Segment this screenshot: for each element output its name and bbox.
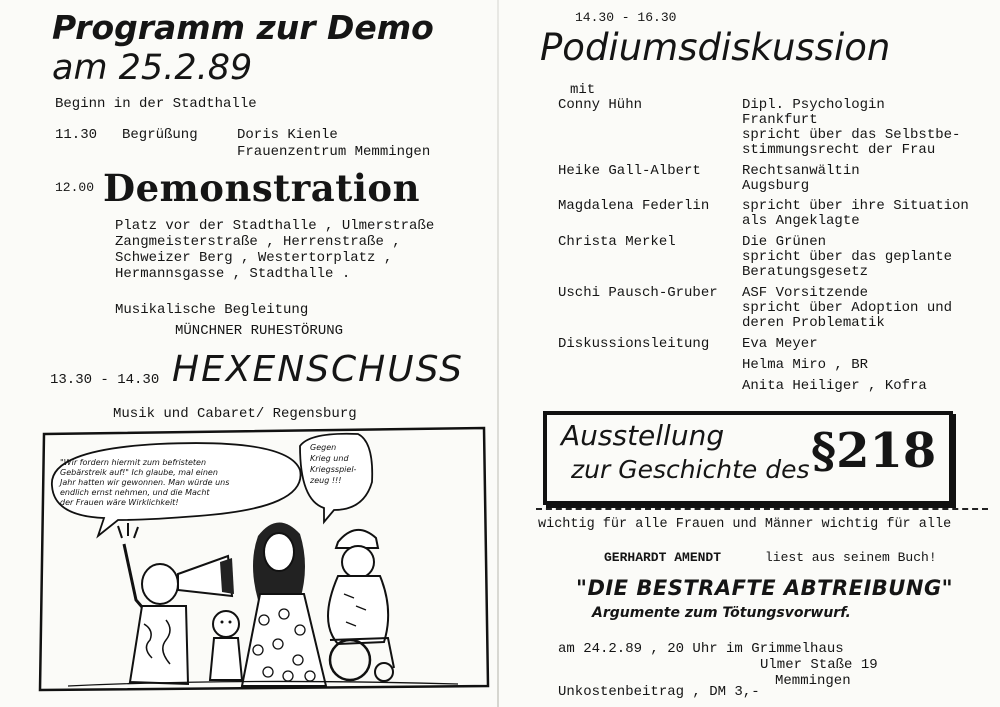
page-fold [497,0,499,707]
greeting-speaker: Doris Kienle [237,127,338,143]
panelist-desc: stimmungsrecht der Frau [742,142,936,158]
event-line-3: Memmingen [775,673,851,689]
program-title-line2: am 25.2.89 [52,48,253,88]
bubble-right-line-2: Krieg und [310,454,349,463]
exhibition-line2: zur Geschichte des [571,455,810,484]
panelist-desc: Dipl. Psychologin [742,97,885,113]
panelist-desc: Anita Heiliger , Kofra [742,378,927,394]
greeting-speaker-org: Frauenzentrum Memmingen [237,144,431,160]
divider-dashed [536,508,988,510]
hexenschuss-heading: HEXENSCHUSS [172,349,464,390]
exhibition-line1: Ausstellung [561,419,725,452]
panel-time: 14.30 - 16.30 [575,10,677,25]
panelist-name: Diskussionsleitung [558,336,710,352]
greeting-time: 11.30 [55,127,98,143]
bubble-right-line-4: zeug !!! [310,476,342,485]
paragraph-218: §218 [811,423,937,479]
route-line-1: Platz vor der Stadthalle , Ulmerstraße [115,218,435,234]
greeting-label: Begrüßung [122,127,198,143]
hexenschuss-subtitle: Musik und Cabaret/ Regensburg [113,406,357,422]
music-band: MÜNCHNER RUHESTÖRUNG [175,323,344,339]
route-line-3: Schweizer Berg , Westertorplatz , [115,250,393,266]
protest-cartoon [38,424,490,692]
panelist-desc: ASF Vorsitzende [742,285,869,301]
event-line-1: am 24.2.89 , 20 Uhr im Grimmelhaus [558,641,844,657]
bubble-left-line-3: Jahr hatten wir gewonnen. Man würde uns [60,478,230,487]
bubble-right-line-3: Kriegsspiel- [310,465,357,474]
program-title-line1: Programm zur Demo [52,8,434,47]
cartoon-bubble-right [310,442,356,486]
panelist-desc: Rechtsanwältin [742,163,860,179]
panelist-desc: Eva Meyer [742,336,818,352]
panelist-name: Magdalena Federlin [558,198,710,214]
panelist-desc: spricht über ihre Situation [742,198,969,214]
hexenschuss-time: 13.30 - 14.30 [50,372,160,388]
panelist-desc: spricht über das Selbstbe- [742,127,961,143]
panel-title: Podiumsdiskussion [540,26,891,69]
demonstration-heading: Demonstration [103,166,420,210]
music-label: Musikalische Begleitung [115,302,309,318]
reading-author: GERHARDT AMENDT [604,550,722,565]
panelist-name: Heike Gall-Albert [558,163,701,179]
route-line-2: Zangmeisterstraße , Herrenstraße , [115,234,401,250]
reading-text: liest aus seinem Buch! [765,550,937,565]
tagline: wichtig für alle Frauen und Männer wichtig für alle [538,517,952,532]
panelist-desc: Beratungsgesetz [742,264,869,280]
event-fee: Unkostenbeitrag , DM 3,- [558,684,760,700]
panelist-desc: als Angeklagte [742,213,860,229]
demo-time: 12.00 [55,180,95,195]
book-title: "DIE BESTRAFTE ABTREIBUNG" [576,576,954,600]
panelist-desc: deren Problematik [742,315,885,331]
route-line-4: Hermannsgasse , Stadthalle . [115,266,351,282]
panelist-name: Uschi Pausch-Gruber [558,285,718,301]
panelist-desc: Frankfurt [742,112,818,128]
book-subtitle: Argumente zum Tötungsvorwurf. [592,605,851,621]
panel-mit: mit [570,82,596,98]
exhibition-box [543,411,953,505]
panelist-name: Christa Merkel [558,234,676,250]
panelist-desc: Augsburg [742,178,810,194]
panelist-name: Conny Hühn [558,97,643,113]
panelist-desc: spricht über Adoption und [742,300,953,316]
bubble-left-line-5: der Frauen wäre Wirklichkeit! [60,498,179,507]
bubble-left-line-4: endlich ernst nehmen, und die Macht [60,488,210,497]
bubble-left-line-1: "Wir fordern hiermit zum befristeten [60,458,207,467]
panelist-desc: spricht über das geplante [742,249,953,265]
panelist-desc: Helma Miro , BR [742,357,869,373]
panelist-desc: Die Grünen [742,234,827,250]
cartoon-bubble-left [60,458,229,508]
bubble-left-line-2: Gebärstreik auf!" Ich glaube, mal einen [60,468,218,477]
event-line-2: Ulmer Staße 19 [760,657,878,673]
bubble-right-line-1: Gegen [310,443,337,452]
start-location: Beginn in der Stadthalle [55,96,257,112]
